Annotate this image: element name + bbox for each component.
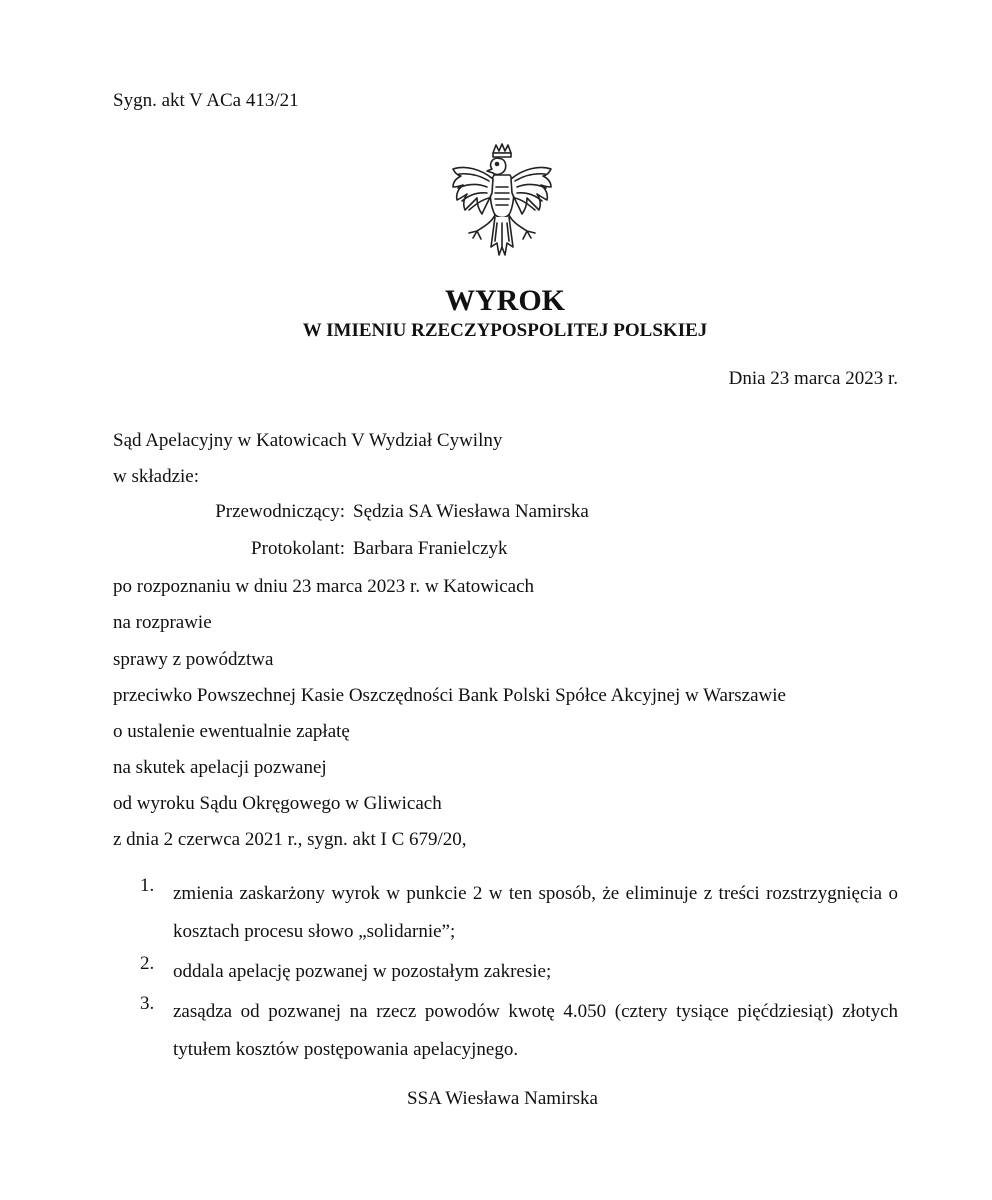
ruling-number: 3. [140, 993, 155, 1014]
composition-intro: w składzie: [113, 466, 200, 487]
proceedings-line: sprawy z powództwa [113, 649, 274, 670]
proceedings-line: z dnia 2 czerwca 2021 r., sygn. akt I C 679/20, [113, 829, 467, 850]
person-name: Sędzia SA Wiesława Namirska [353, 501, 589, 522]
person-name: Barbara Franielczyk [353, 538, 508, 559]
court-name: Sąd Apelacyjny w Katowicach V Wydział Cywilny [113, 430, 503, 451]
proceedings-line: na rozprawie [113, 612, 212, 633]
rulings-list [140, 875, 898, 1079]
judge-signature: SSA Wiesława Namirska [407, 1088, 598, 1109]
proceedings-line: na skutek apelacji pozwanej [113, 757, 327, 778]
role-label: Protokolant: [251, 538, 345, 559]
proceedings-line: od wyroku Sądu Okręgowego w Gliwicach [113, 793, 442, 814]
proceedings-line: o ustalenie ewentualnie zapłatę [113, 721, 350, 742]
ruling-item-2 [140, 953, 898, 991]
judgment-title: WYROK [445, 284, 565, 317]
proceedings-line-defendant: przeciwko Powszechnej Kasie Oszczędności Bank Polski Spółce Akcyjnej w Warszawie [113, 685, 786, 706]
ruling-text: oddala apelację pozwanej w pozostałym zakresie; [173, 961, 552, 982]
ruling-item-1 [140, 875, 898, 951]
proceedings-line: po rozpoznaniu w dniu 23 marca 2023 r. w Katowicach [113, 576, 535, 597]
ruling-text: zmienia zaskarżony wyrok w punkcie 2 w ten sposób, że eliminuje z treści rozstrzygnięcia o kosztach procesu słowo „solidarnie”; [173, 883, 898, 942]
ruling-number: 1. [140, 875, 155, 896]
ruling-item-3 [140, 993, 898, 1069]
polish-eagle-emblem-icon [447, 143, 557, 271]
judgment-date: Dnia 23 marca 2023 r. [728, 368, 898, 389]
ruling-number: 2. [140, 953, 155, 974]
role-label: Przewodniczący: [215, 501, 345, 522]
judgment-subtitle: W IMIENIU RZECZYPOSPOLITEJ POLSKIEJ [302, 320, 708, 341]
case-reference: Sygn. akt V ACa 413/21 [113, 90, 299, 111]
ruling-text: zasądza od pozwanej na rzecz powodów kwotę 4.050 (cztery tysiące pięćdziesiąt) złotych tytułem kosztów postępowania apelacyjnego. [173, 1001, 898, 1060]
